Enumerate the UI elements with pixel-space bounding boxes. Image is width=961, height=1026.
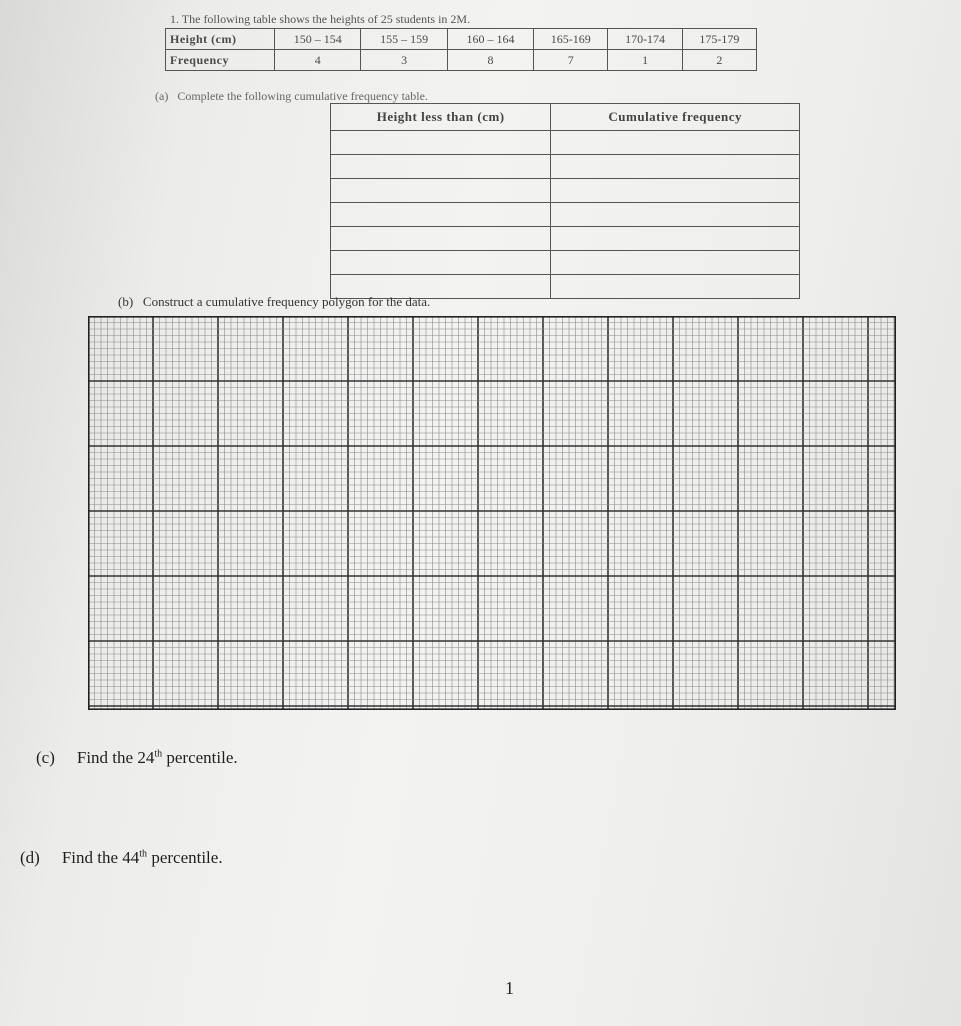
cf-header-row [331,104,800,131]
frequency-row-label: Frequency [166,50,275,71]
height-cell: 155 – 159 [361,29,447,50]
cf-col-height-header: Height less than (cm) [331,104,551,131]
height-row-label: Height (cm) [166,29,275,50]
part-c-superscript: th [154,748,163,760]
cf-blank-row [331,155,800,179]
part-d-superscript: th [139,848,148,860]
cf-blank-cell[interactable] [551,227,800,251]
part-d-letter: (d) [20,848,40,867]
cf-blank-row [331,179,800,203]
cf-blank-row [331,227,800,251]
cf-blank-row [331,131,800,155]
part-b-text: Construct a cumulative frequency polygon for the data. [142,294,431,309]
cf-blank-cell[interactable] [551,131,800,155]
frequency-cell: 1 [608,50,682,71]
question-intro: 1. The following table shows the heights of 25 students in 2M. [170,12,471,26]
part-a-text: Complete the following cumulative frequency table. [177,89,428,103]
cf-blank-cell[interactable] [551,155,800,179]
frequency-cell: 3 [361,50,447,71]
cf-blank-cell[interactable] [551,179,800,203]
frequency-cell: 4 [275,50,361,71]
frequency-cell: 8 [447,50,533,71]
frequency-row [166,50,757,71]
part-a-prompt [155,89,428,104]
part-c-prompt [36,748,238,768]
cf-col-frequency-header: Cumulative frequency [551,104,800,131]
cf-blank-cell[interactable] [331,251,551,275]
part-d-text: Find the 44 [61,848,140,867]
cf-blank-cell[interactable] [551,203,800,227]
part-a-letter: (a) [155,89,169,103]
part-d-text-end: percentile. [147,848,223,867]
page-number: 1 [505,978,514,998]
height-cell: 165-169 [534,29,608,50]
height-cell: 170-174 [608,29,682,50]
height-cell: 175-179 [682,29,756,50]
part-b-prompt [118,294,430,310]
part-c-text-end: percentile. [162,748,238,767]
height-cell: 150 – 154 [275,29,361,50]
cumulative-frequency-table [330,103,800,299]
cf-blank-cell[interactable] [331,227,551,251]
cf-blank-cell[interactable] [551,251,800,275]
heights-frequency-table [165,28,757,71]
graph-paper-grid [88,316,896,710]
cf-blank-cell[interactable] [551,275,800,299]
heights-row [166,29,757,50]
frequency-cell: 7 [534,50,608,71]
cf-blank-row [331,203,800,227]
cf-blank-cell[interactable] [331,131,551,155]
part-c-letter: (c) [36,748,55,767]
cf-blank-cell[interactable] [331,155,551,179]
part-c-text: Find the 24 [76,748,155,767]
cf-blank-cell[interactable] [331,203,551,227]
part-b-letter: (b) [118,294,134,309]
cf-blank-cell[interactable] [331,179,551,203]
frequency-cell: 2 [682,50,756,71]
part-d-prompt [20,848,223,868]
cf-blank-row [331,251,800,275]
height-cell: 160 – 164 [447,29,533,50]
graph-paper[interactable] [88,316,896,710]
